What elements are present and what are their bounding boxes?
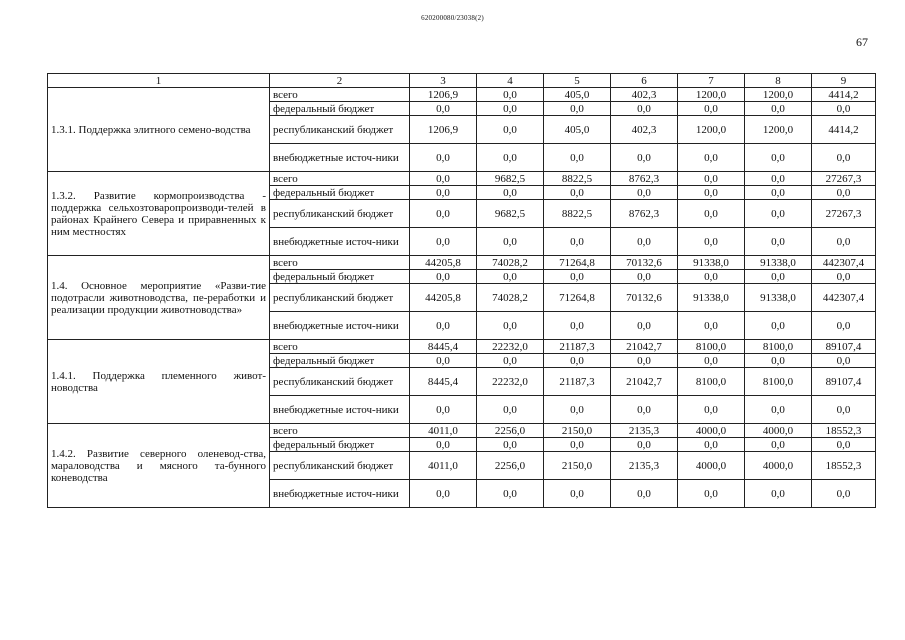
- amount-cell: 0,0: [477, 438, 544, 452]
- amount-cell: 9682,5: [477, 200, 544, 228]
- amount-cell: 0,0: [410, 200, 477, 228]
- amount-cell: 0,0: [812, 396, 876, 424]
- funding-source-cell: республиканский бюджет: [270, 368, 410, 396]
- column-header: 1: [48, 74, 270, 88]
- amount-cell: 0,0: [745, 396, 812, 424]
- amount-cell: 0,0: [745, 312, 812, 340]
- amount-cell: 0,0: [678, 172, 745, 186]
- amount-cell: 71264,8: [544, 284, 611, 312]
- amount-cell: 2135,3: [611, 452, 678, 480]
- amount-cell: 0,0: [477, 144, 544, 172]
- amount-cell: 4414,2: [812, 88, 876, 102]
- amount-cell: 0,0: [812, 144, 876, 172]
- amount-cell: 4000,0: [745, 424, 812, 438]
- amount-cell: 0,0: [745, 480, 812, 508]
- amount-cell: 1200,0: [678, 116, 745, 144]
- amount-cell: 21042,7: [611, 340, 678, 354]
- amount-cell: 0,0: [611, 270, 678, 284]
- funding-source-cell: всего: [270, 340, 410, 354]
- amount-cell: 0,0: [678, 480, 745, 508]
- amount-cell: 0,0: [410, 438, 477, 452]
- amount-cell: 0,0: [544, 144, 611, 172]
- table-row: [48, 340, 876, 354]
- amount-cell: 0,0: [678, 228, 745, 256]
- column-number-row: [48, 74, 876, 88]
- amount-cell: 2150,0: [544, 452, 611, 480]
- amount-cell: 0,0: [477, 228, 544, 256]
- amount-cell: 89107,4: [812, 368, 876, 396]
- amount-cell: 74028,2: [477, 284, 544, 312]
- amount-cell: 18552,3: [812, 424, 876, 438]
- column-header: 7: [678, 74, 745, 88]
- amount-cell: 0,0: [611, 144, 678, 172]
- funding-source-cell: внебюджетные источ-ники: [270, 396, 410, 424]
- amount-cell: 0,0: [544, 396, 611, 424]
- amount-cell: 0,0: [611, 438, 678, 452]
- amount-cell: 27267,3: [812, 172, 876, 186]
- amount-cell: 442307,4: [812, 284, 876, 312]
- amount-cell: 0,0: [745, 438, 812, 452]
- amount-cell: 0,0: [611, 102, 678, 116]
- amount-cell: 4414,2: [812, 116, 876, 144]
- column-header: 9: [812, 74, 876, 88]
- amount-cell: 0,0: [544, 480, 611, 508]
- amount-cell: 0,0: [745, 144, 812, 172]
- amount-cell: 0,0: [678, 396, 745, 424]
- amount-cell: 1200,0: [745, 88, 812, 102]
- amount-cell: 0,0: [812, 480, 876, 508]
- amount-cell: 70132,6: [611, 256, 678, 270]
- amount-cell: 0,0: [477, 270, 544, 284]
- amount-cell: 8100,0: [678, 340, 745, 354]
- amount-cell: 4011,0: [410, 452, 477, 480]
- amount-cell: 8445,4: [410, 368, 477, 396]
- amount-cell: 1206,9: [410, 116, 477, 144]
- measure-name-cell: 1.3.1. Поддержка элитного семено-водства: [48, 88, 270, 172]
- amount-cell: 0,0: [410, 144, 477, 172]
- amount-cell: 2150,0: [544, 424, 611, 438]
- funding-source-cell: федеральный бюджет: [270, 354, 410, 368]
- amount-cell: 8100,0: [678, 368, 745, 396]
- table-row: [48, 424, 876, 438]
- amount-cell: 1206,9: [410, 88, 477, 102]
- amount-cell: 0,0: [678, 144, 745, 172]
- amount-cell: 0,0: [611, 396, 678, 424]
- amount-cell: 0,0: [678, 312, 745, 340]
- amount-cell: 18552,3: [812, 452, 876, 480]
- funding-source-cell: республиканский бюджет: [270, 116, 410, 144]
- amount-cell: 0,0: [812, 312, 876, 340]
- table-body: [48, 88, 876, 508]
- amount-cell: 0,0: [678, 186, 745, 200]
- amount-cell: 89107,4: [812, 340, 876, 354]
- document-id: 620200080/23038(2): [421, 14, 484, 22]
- budget-table: [47, 73, 876, 508]
- amount-cell: 21187,3: [544, 340, 611, 354]
- column-header: 8: [745, 74, 812, 88]
- amount-cell: 22232,0: [477, 340, 544, 354]
- column-header: 3: [410, 74, 477, 88]
- amount-cell: 0,0: [745, 102, 812, 116]
- amount-cell: 0,0: [611, 312, 678, 340]
- amount-cell: 1200,0: [745, 116, 812, 144]
- amount-cell: 9682,5: [477, 172, 544, 186]
- amount-cell: 91338,0: [745, 256, 812, 270]
- amount-cell: 91338,0: [745, 284, 812, 312]
- amount-cell: 0,0: [477, 396, 544, 424]
- amount-cell: 2135,3: [611, 424, 678, 438]
- amount-cell: 0,0: [410, 102, 477, 116]
- amount-cell: 0,0: [477, 88, 544, 102]
- amount-cell: 0,0: [410, 186, 477, 200]
- page-number: 67: [856, 35, 868, 49]
- amount-cell: 44205,8: [410, 256, 477, 270]
- amount-cell: 71264,8: [544, 256, 611, 270]
- amount-cell: 0,0: [812, 228, 876, 256]
- amount-cell: 0,0: [745, 200, 812, 228]
- amount-cell: 405,0: [544, 88, 611, 102]
- amount-cell: 0,0: [477, 480, 544, 508]
- funding-source-cell: всего: [270, 88, 410, 102]
- amount-cell: 8100,0: [745, 368, 812, 396]
- amount-cell: 91338,0: [678, 256, 745, 270]
- amount-cell: 0,0: [410, 228, 477, 256]
- amount-cell: 0,0: [678, 354, 745, 368]
- amount-cell: 0,0: [611, 480, 678, 508]
- amount-cell: 2256,0: [477, 424, 544, 438]
- amount-cell: 91338,0: [678, 284, 745, 312]
- amount-cell: 0,0: [812, 354, 876, 368]
- amount-cell: 402,3: [611, 88, 678, 102]
- funding-source-cell: республиканский бюджет: [270, 452, 410, 480]
- amount-cell: 4000,0: [745, 452, 812, 480]
- amount-cell: 0,0: [544, 354, 611, 368]
- funding-source-cell: федеральный бюджет: [270, 102, 410, 116]
- table-row: [48, 256, 876, 270]
- funding-source-cell: федеральный бюджет: [270, 270, 410, 284]
- amount-cell: 0,0: [745, 270, 812, 284]
- amount-cell: 4011,0: [410, 424, 477, 438]
- amount-cell: 0,0: [611, 354, 678, 368]
- amount-cell: 8762,3: [611, 172, 678, 186]
- amount-cell: 0,0: [477, 186, 544, 200]
- amount-cell: 402,3: [611, 116, 678, 144]
- amount-cell: 0,0: [544, 312, 611, 340]
- funding-source-cell: федеральный бюджет: [270, 438, 410, 452]
- column-header: 2: [270, 74, 410, 88]
- amount-cell: 0,0: [544, 270, 611, 284]
- amount-cell: 0,0: [745, 354, 812, 368]
- funding-source-cell: внебюджетные источ-ники: [270, 312, 410, 340]
- funding-source-cell: внебюджетные источ-ники: [270, 228, 410, 256]
- column-header: 4: [477, 74, 544, 88]
- amount-cell: 405,0: [544, 116, 611, 144]
- amount-cell: 8822,5: [544, 200, 611, 228]
- amount-cell: 0,0: [477, 312, 544, 340]
- amount-cell: 0,0: [477, 116, 544, 144]
- measure-name-cell: 1.4.1. Поддержка племенного живот-новодства: [48, 340, 270, 424]
- funding-source-cell: внебюджетные источ-ники: [270, 144, 410, 172]
- amount-cell: 1200,0: [678, 88, 745, 102]
- amount-cell: 0,0: [410, 172, 477, 186]
- amount-cell: 0,0: [544, 186, 611, 200]
- amount-cell: 70132,6: [611, 284, 678, 312]
- amount-cell: 0,0: [410, 270, 477, 284]
- amount-cell: 0,0: [812, 270, 876, 284]
- table-row: [48, 172, 876, 186]
- column-header: 5: [544, 74, 611, 88]
- amount-cell: 0,0: [544, 102, 611, 116]
- amount-cell: 0,0: [678, 438, 745, 452]
- amount-cell: 0,0: [477, 354, 544, 368]
- amount-cell: 0,0: [410, 480, 477, 508]
- amount-cell: 44205,8: [410, 284, 477, 312]
- amount-cell: 74028,2: [477, 256, 544, 270]
- amount-cell: 2256,0: [477, 452, 544, 480]
- amount-cell: 0,0: [410, 354, 477, 368]
- amount-cell: 0,0: [745, 186, 812, 200]
- amount-cell: 0,0: [410, 312, 477, 340]
- amount-cell: 0,0: [611, 186, 678, 200]
- amount-cell: 0,0: [410, 396, 477, 424]
- funding-source-cell: республиканский бюджет: [270, 200, 410, 228]
- amount-cell: 22232,0: [477, 368, 544, 396]
- amount-cell: 0,0: [678, 270, 745, 284]
- amount-cell: 4000,0: [678, 424, 745, 438]
- amount-cell: 0,0: [678, 102, 745, 116]
- funding-source-cell: всего: [270, 256, 410, 270]
- amount-cell: 0,0: [812, 186, 876, 200]
- amount-cell: 21187,3: [544, 368, 611, 396]
- amount-cell: 0,0: [544, 228, 611, 256]
- amount-cell: 0,0: [745, 172, 812, 186]
- amount-cell: 0,0: [678, 200, 745, 228]
- amount-cell: 0,0: [611, 228, 678, 256]
- amount-cell: 8822,5: [544, 172, 611, 186]
- funding-source-cell: всего: [270, 424, 410, 438]
- measure-name-cell: 1.3.2. Развитие кормопроизводства - поддержка сельхозтоваропроизводи-телей в районах Крайнего Севера и приравненных к ним местностях: [48, 172, 270, 256]
- funding-source-cell: всего: [270, 172, 410, 186]
- amount-cell: 4000,0: [678, 452, 745, 480]
- measure-name-cell: 1.4. Основное мероприятие «Разви-тие подотрасли животноводства, пе-реработки и реализации продукции животноводства»: [48, 256, 270, 340]
- amount-cell: 442307,4: [812, 256, 876, 270]
- amount-cell: 0,0: [812, 438, 876, 452]
- funding-source-cell: внебюджетные источ-ники: [270, 480, 410, 508]
- amount-cell: 0,0: [544, 438, 611, 452]
- funding-source-cell: республиканский бюджет: [270, 284, 410, 312]
- amount-cell: 8100,0: [745, 340, 812, 354]
- amount-cell: 0,0: [477, 102, 544, 116]
- amount-cell: 27267,3: [812, 200, 876, 228]
- amount-cell: 0,0: [745, 228, 812, 256]
- amount-cell: 21042,7: [611, 368, 678, 396]
- table-row: [48, 88, 876, 102]
- column-header: 6: [611, 74, 678, 88]
- amount-cell: 8762,3: [611, 200, 678, 228]
- measure-name-cell: 1.4.2. Развитие северного оленевод-ства, мараловодства и мясного та-бунного коневодства: [48, 424, 270, 508]
- amount-cell: 0,0: [812, 102, 876, 116]
- amount-cell: 8445,4: [410, 340, 477, 354]
- funding-source-cell: федеральный бюджет: [270, 186, 410, 200]
